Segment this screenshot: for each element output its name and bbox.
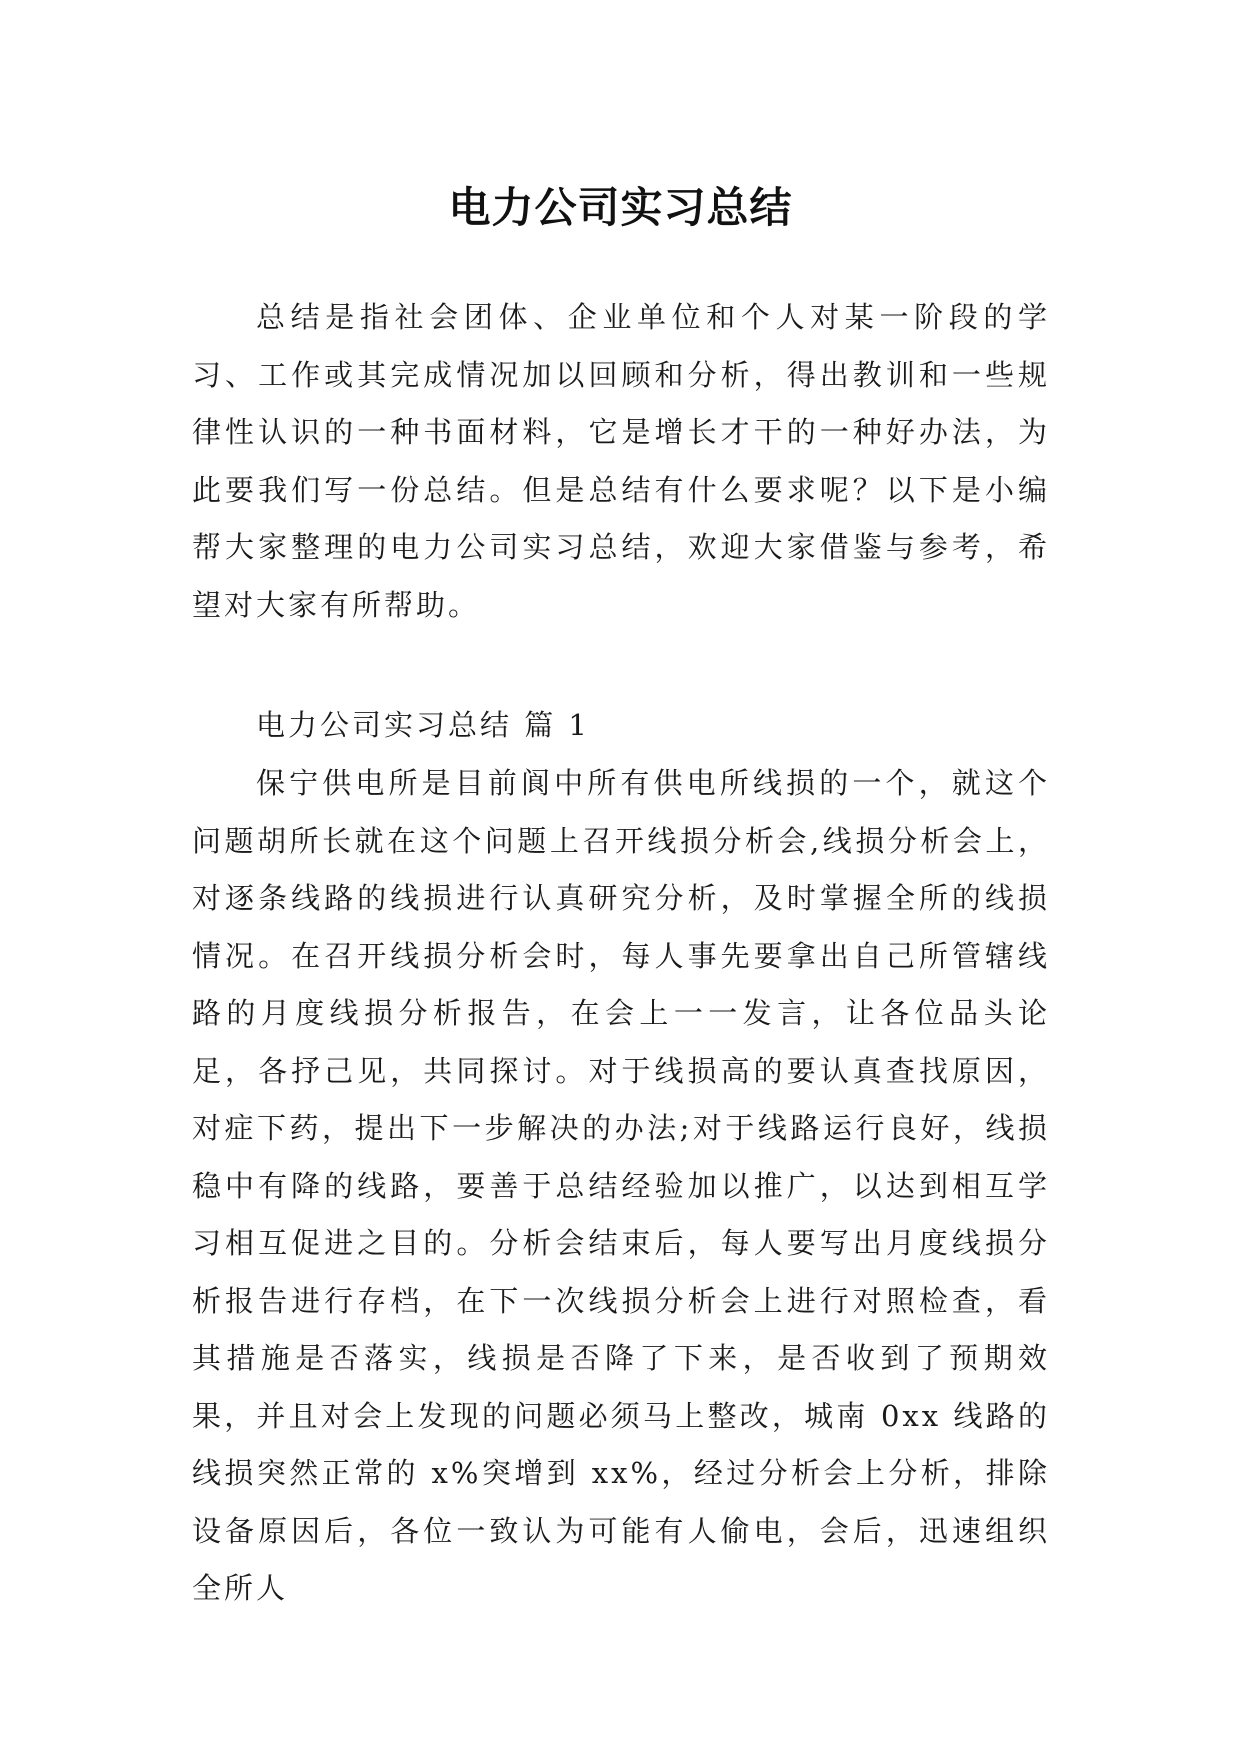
section-heading: 电力公司实习总结 篇 1 — [256, 708, 590, 742]
section-paragraph: 保宁供电所是目前阆中所有供电所线损的一个，就这个问题胡所长就在这个问题上召开线损分析会,线损分析会上，对逐条线路的线损进行认真研究分析，及时掌握全所的线损情况。在召开线损分析会时，每人事先要拿出自己所管辖线路的月度线损分析报告，在会上一一发言，让各位品头论足，各抒己见，共同探讨。对于线损高的要认真查找原因，对症下药，提出下一步解决的办法;对于线路运行良好，线损稳中有降的线路，要善于总结经验加以推广，以达到相互学习相互促进之目的。分析会结束后，每人要写出月度线损分析报告进行存档，在下一次线损分析会上进行对照检查，看其措施是否落实，线损是否降了下来，是否收到了预期效果，并且对会上发现的问题必须马上整改，城南 0xx 线路的线损突然正常的 x%突增到 xx%，经过分析会上分析，排除设备原因后，各位一致认为可能有人偷电，会后，迅速组织全所人 — [192, 766, 1050, 1605]
document-title: 电力公司实习总结 — [448, 183, 793, 233]
intro-paragraph: 总结是指社会团体、企业单位和个人对某一阶段的学习、工作或其完成情况加以回顾和分析，得出教训和一些规律性认识的一种书面材料，它是增长才干的一种好办法，为此要我们写一份总结。但是总结有什么要求呢？以下是小编帮大家整理的电力公司实习总结，欢迎大家借鉴与参考，希望对大家有所帮助。 — [192, 300, 1050, 622]
